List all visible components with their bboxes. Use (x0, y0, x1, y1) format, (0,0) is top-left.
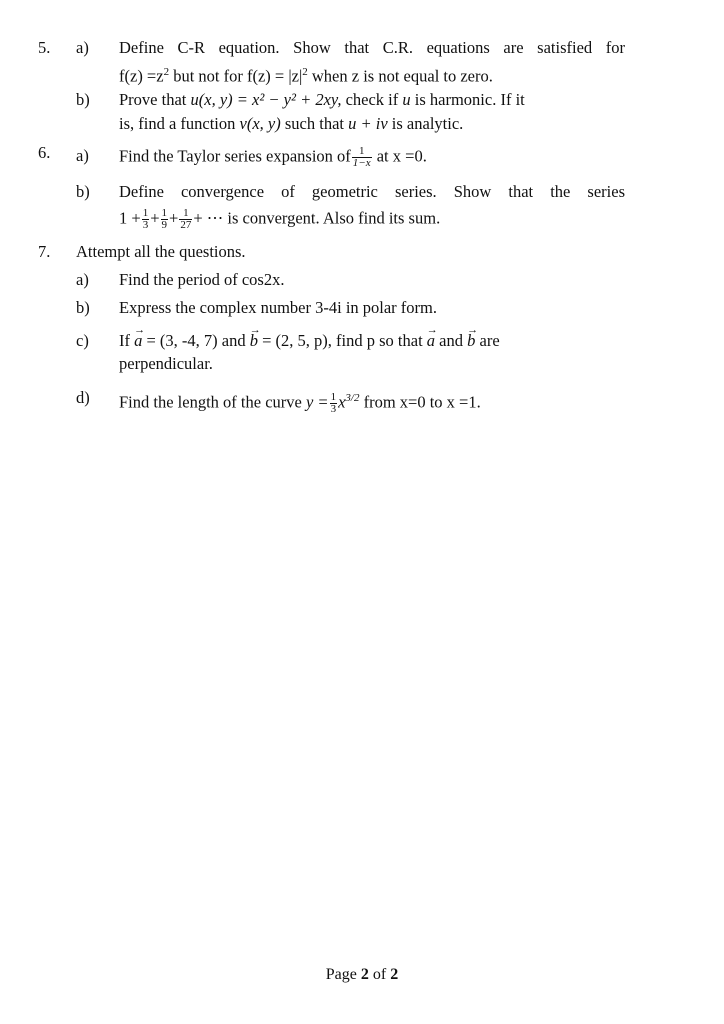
sub-label: d) (76, 388, 90, 407)
question-number: 6. (38, 143, 51, 162)
question-text: Define C-R equation. Show that C.R. equations are satisfied for (119, 38, 625, 57)
question-text: perpendicular. (119, 354, 213, 373)
question-number: 7. (38, 242, 51, 261)
sub-label: a) (76, 38, 89, 57)
exam-page: 5. a) Define C-R equation. Show that C.R. equations are satisfied for $f(z) =z^2$ but not for $f(z) = |z|^2$ when z is not equal to zero. b) Prove that u(x, y) = x² − y² + 2xy, check if u is harmonic. If it is, find a function v(x, y) such that u + iv is analytic. 6. a) Find the Taylor series expansion of $\frac{1}{1-x}$ at x =0. b) Define convergence of geometric series. Show that the series 1 + $\frac{1}{3}$ + $\frac{1}{9}$ + $\frac{1}{27}$ + ⋯ is convergent. Also find its sum. 7. Attempt all the questions. a) Find the period of cos2x. b) Express the complex number 3-4i in polar form. c) If → a = (3, -4, 7) and → b = (2, 5, p), find p so that → a and → b are perpendicular. d) Find the length of the curve y = $\frac{1}{3}$ $x^{3/2}$ from x=0 to x =1. Page 2 of 2 (0, 0, 724, 1024)
fraction: $\frac{1}{3}$ (330, 391, 337, 416)
text-span: at x =0. (372, 146, 427, 166)
text-span: Find the period of (119, 270, 242, 289)
total-pages: 2 (390, 966, 399, 983)
text-span: . (280, 270, 285, 289)
sub-label: c) (76, 331, 89, 350)
footer-text: Page (325, 966, 361, 983)
text-span: when z is not equal to zero. (307, 66, 493, 86)
math-expression: y = (305, 392, 329, 412)
fraction: $\frac{1}{27}$ (180, 207, 192, 231)
text-span: Find the length of the curve (119, 392, 306, 412)
superscript: 2 (163, 66, 170, 78)
fraction: $\frac{1}{9}$ (161, 207, 167, 231)
vector-a: → a (427, 331, 435, 351)
text-span: = (3, -4, 7) and (142, 331, 250, 350)
vector-a: → a (134, 331, 142, 351)
text-span: is harmonic. If it (410, 90, 525, 109)
superscript: 3/2 (345, 392, 360, 404)
footer-text: of (368, 966, 391, 983)
sub-label: b) (76, 298, 90, 317)
vector-b: → b (467, 331, 475, 351)
math-variable: u (402, 90, 411, 109)
page-footer (0, 966, 724, 984)
text-span: from x=0 to x =1. (359, 392, 481, 412)
text-span: = (2, 5, p), find p so that (258, 331, 427, 350)
superscript: 2 (302, 66, 308, 78)
text-span: is analytic. (387, 114, 464, 133)
fraction: $\frac{1}{3}$ (142, 207, 149, 231)
text-span: is convergent. Also find its sum. (223, 208, 441, 228)
current-page: 2 (360, 966, 369, 983)
question-text: Define convergence of geometric series. Show that the series (119, 182, 625, 201)
sub-label: a) (76, 270, 89, 289)
text-span: If (119, 331, 135, 350)
text-span: check if (341, 90, 403, 109)
math-expression: + ⋯ (193, 208, 224, 228)
math-expression: 1 + (119, 208, 141, 228)
sub-label: a) (76, 146, 89, 165)
question-text: Express the complex number 3-4i in polar form. (119, 298, 438, 317)
question-intro: Attempt all the questions. (76, 242, 246, 261)
text-span: f(z) =z (119, 66, 164, 86)
text-span: Find the Taylor series expansion of (119, 146, 351, 166)
text-span: is, find a function (119, 114, 240, 133)
text-span: but not for f(z) = |z| (169, 66, 303, 86)
text-span: are (475, 331, 500, 350)
question-number: 5. (38, 38, 51, 57)
fraction: $\frac{1}{1-x}$ (352, 145, 371, 169)
sub-label: b) (76, 90, 90, 109)
math-variable: x (338, 392, 346, 412)
text-span: and (435, 331, 468, 350)
sub-label: b) (76, 182, 90, 201)
text-span: such that (280, 114, 349, 133)
math-expression: v(x, y) (239, 114, 281, 133)
math-expression: u(x, y) = x² − y² + 2xy, (190, 90, 342, 109)
text-span: Prove that (119, 90, 191, 109)
vector-b: → b (250, 331, 258, 351)
math-expression: cos2x (241, 270, 281, 289)
math-expression: u + iv (348, 114, 388, 133)
